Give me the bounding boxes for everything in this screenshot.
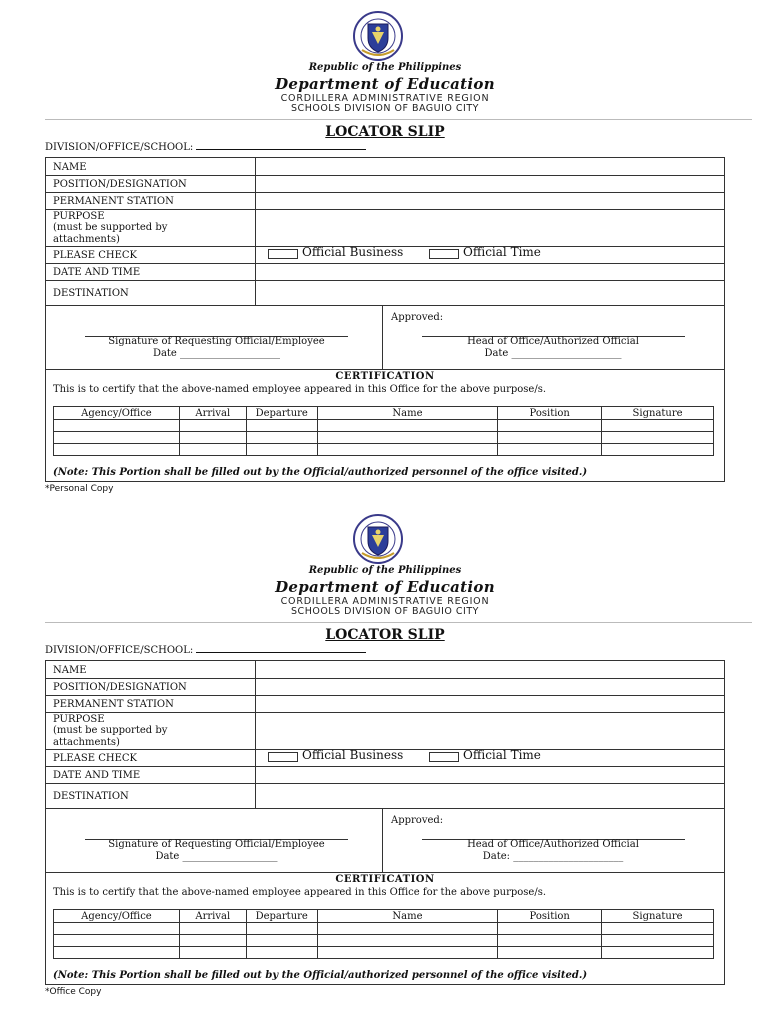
requester-signature-label: Signature of Requesting Official/Employee (108, 839, 325, 850)
purpose-label: PURPOSE (53, 211, 105, 222)
division-heading: SCHOOLS DIVISION OF BAGUIO CITY (291, 606, 479, 617)
deped-seal-icon (346, 10, 410, 62)
destination-label: DESTINATION (53, 791, 129, 802)
column-header: Arrival (179, 910, 246, 923)
check-label: PLEASE CHECK (53, 753, 138, 764)
requester-date: Date ___________________ (155, 851, 278, 862)
destination-label: DESTINATION (53, 288, 129, 299)
datetime-label: DATE AND TIME (53, 770, 141, 781)
header-divider (45, 119, 752, 120)
column-header: Departure (246, 407, 317, 420)
official-time-checkbox[interactable] (429, 249, 459, 259)
check-label: PLEASE CHECK (53, 250, 138, 261)
column-header: Agency/Office (54, 910, 180, 923)
head-date: Date ______________________ (484, 348, 622, 359)
division-input[interactable] (196, 643, 366, 653)
column-header: Name (317, 407, 498, 420)
note-text: (Note: This Portion shall be filled out by the Official/authorized personnel of the office visited.) (53, 970, 588, 981)
column-header: Arrival (179, 407, 246, 420)
department-heading: Department of Education (275, 75, 495, 93)
purpose-note: (must be supported by (53, 222, 168, 233)
form-frame (45, 660, 725, 985)
division-field (45, 140, 366, 153)
column-header: Signature (602, 407, 714, 420)
table-row (54, 420, 714, 432)
name-label: NAME (53, 162, 87, 173)
certification-text: This is to certify that the above-named employee appeared in this Office for the above purpose/s. (53, 887, 547, 898)
table-row (54, 432, 714, 444)
form-title: LOCATOR SLIP (325, 627, 445, 643)
official-business-checkbox[interactable] (268, 249, 298, 259)
visit-table (53, 406, 714, 456)
name-label: NAME (53, 665, 87, 676)
official-business-label: Official Business (302, 748, 404, 762)
official-time-label: Official Time (463, 245, 541, 259)
purpose-note-2: attachments) (53, 234, 120, 245)
table-row (54, 444, 714, 456)
official-business-label: Official Business (302, 245, 404, 259)
division-field (45, 643, 366, 656)
table-row (54, 923, 714, 935)
republic-heading: Republic of the Philippines (308, 62, 462, 73)
position-label: POSITION/DESIGNATION (53, 179, 187, 190)
column-header: Position (498, 910, 602, 923)
official-time-checkbox[interactable] (429, 752, 459, 762)
table-header-row (54, 407, 714, 420)
department-heading: Department of Education (275, 578, 495, 596)
division-label: DIVISION/OFFICE/SCHOOL: (45, 142, 194, 153)
column-header: Position (498, 407, 602, 420)
column-header: Signature (602, 910, 714, 923)
copy-label: *Personal Copy (45, 484, 114, 494)
form-frame (45, 157, 725, 482)
station-label: PERMANENT STATION (53, 196, 174, 207)
purpose-note: (must be supported by (53, 725, 168, 736)
position-label: POSITION/DESIGNATION (53, 682, 187, 693)
approved-label: Approved: (391, 815, 444, 826)
copy-label: *Office Copy (45, 987, 102, 997)
datetime-label: DATE AND TIME (53, 267, 141, 278)
certification-title: CERTIFICATION (335, 371, 435, 382)
requester-signature-label: Signature of Requesting Official/Employee (108, 336, 325, 347)
official-time-label: Official Time (463, 748, 541, 762)
region-heading: CORDILLERA ADMINISTRATIVE REGION (280, 596, 490, 607)
form-title: LOCATOR SLIP (325, 124, 445, 140)
table-row (54, 947, 714, 959)
division-heading: SCHOOLS DIVISION OF BAGUIO CITY (291, 103, 479, 114)
approved-label: Approved: (391, 312, 444, 323)
division-input[interactable] (196, 140, 366, 150)
table-header-row (54, 910, 714, 923)
republic-heading: Republic of the Philippines (308, 565, 462, 576)
column-header: Departure (246, 910, 317, 923)
station-label: PERMANENT STATION (53, 699, 174, 710)
head-date: Date: ______________________ (482, 851, 624, 862)
requester-date: Date ____________________ (152, 348, 281, 359)
head-signature-label: Head of Office/Authorized Official (467, 336, 639, 347)
purpose-label: PURPOSE (53, 714, 105, 725)
table-row (54, 935, 714, 947)
certification-text: This is to certify that the above-named employee appeared in this Office for the above purpose/s. (53, 384, 547, 395)
visit-table (53, 909, 714, 959)
purpose-note-2: attachments) (53, 737, 120, 748)
note-text: (Note: This Portion shall be filled out by the Official/authorized personnel of the office visited.) (53, 467, 588, 478)
certification-title: CERTIFICATION (335, 874, 435, 885)
column-header: Agency/Office (54, 407, 180, 420)
head-signature-label: Head of Office/Authorized Official (467, 839, 639, 850)
deped-seal-icon (346, 513, 410, 565)
division-label: DIVISION/OFFICE/SCHOOL: (45, 645, 194, 656)
region-heading: CORDILLERA ADMINISTRATIVE REGION (280, 93, 490, 104)
header-divider (45, 622, 752, 623)
official-business-checkbox[interactable] (268, 752, 298, 762)
column-header: Name (317, 910, 498, 923)
